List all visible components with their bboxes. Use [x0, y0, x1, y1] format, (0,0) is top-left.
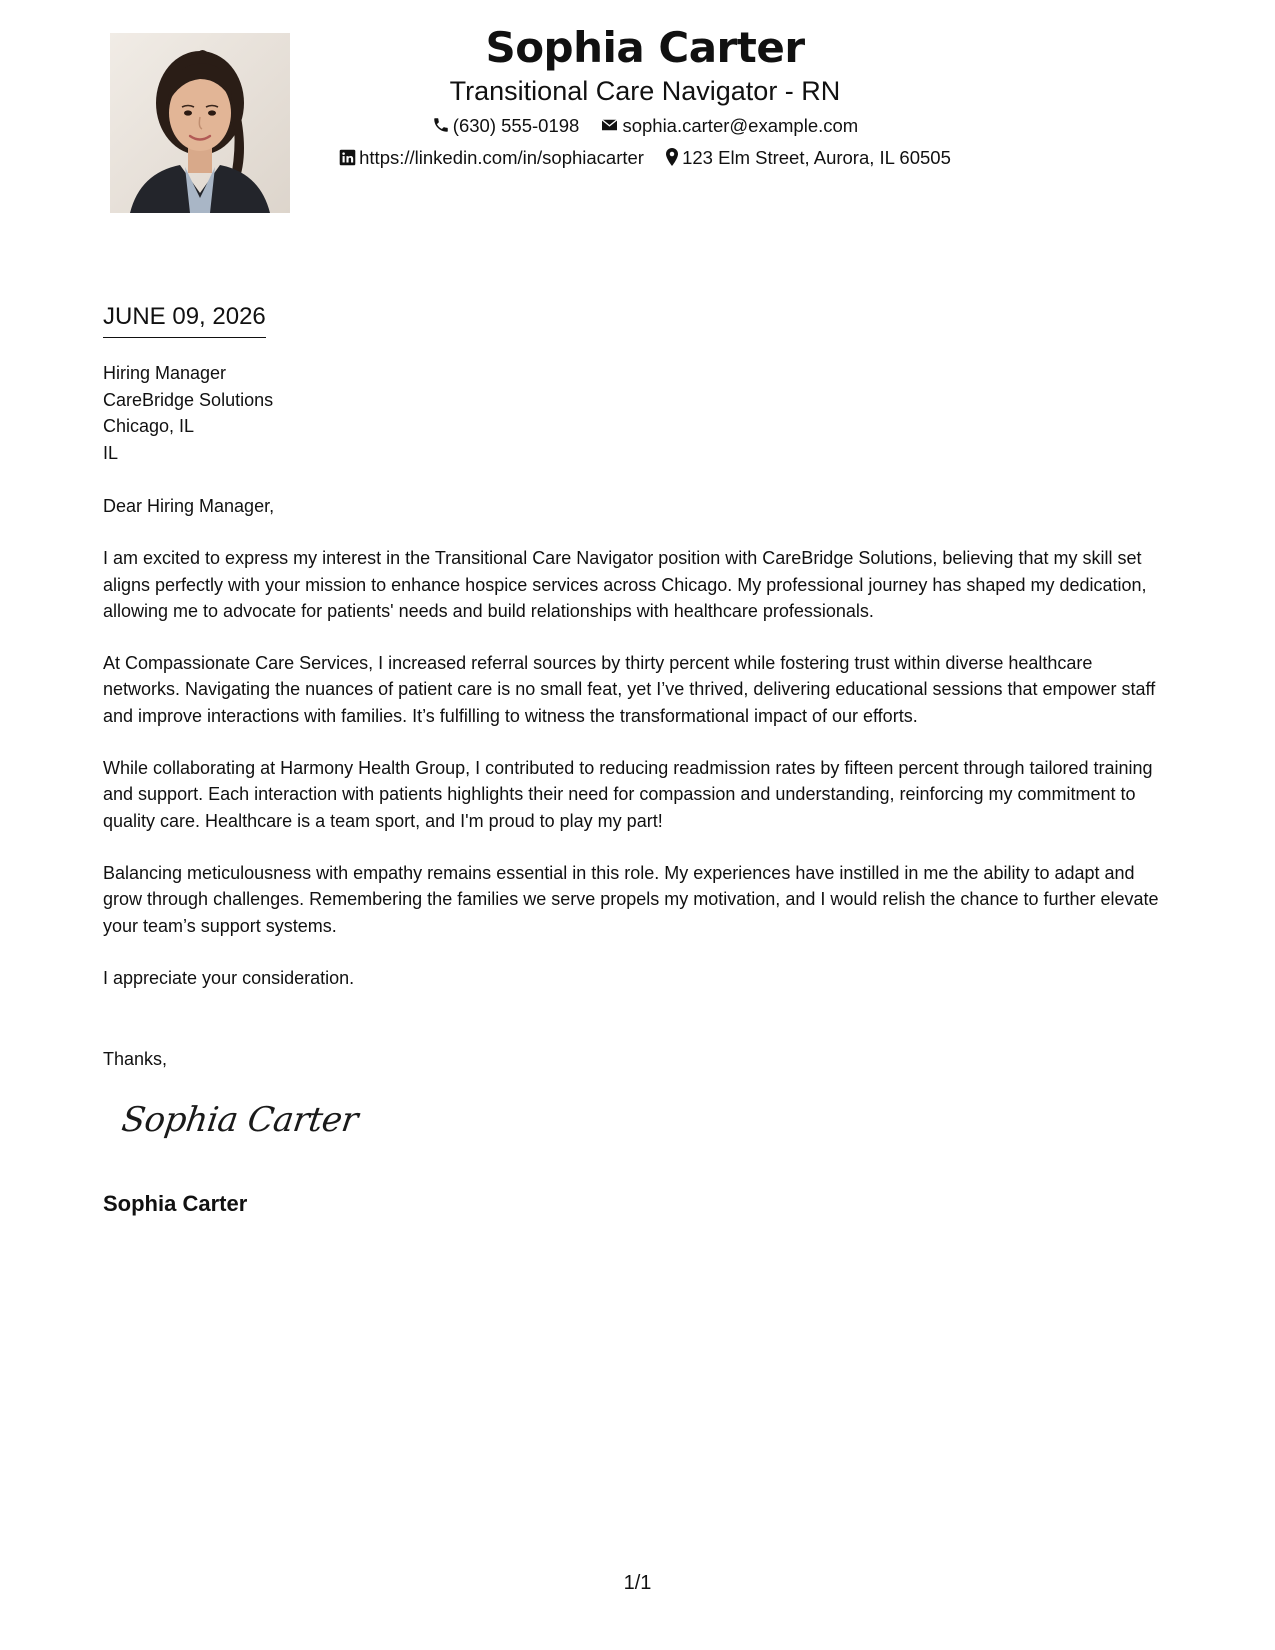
recipient-line: Chicago, IL: [103, 416, 195, 436]
map-marker-icon: [665, 148, 679, 166]
letter-date: JUNE 09, 2026: [103, 302, 266, 338]
letter-body: [103, 493, 1173, 1017]
address-contact: [665, 146, 951, 170]
recipient-line: Hiring Manager: [103, 363, 227, 383]
address-text: 123 Elm Street, Aurora, IL 60505: [682, 147, 951, 168]
letter-header: [290, 22, 1000, 170]
phone-text: (630) 555-0198: [452, 115, 580, 136]
phone-contact: [432, 114, 580, 138]
body-paragraph: While collaborating at Harmony Health Group, I contributed to reducing readmission rates by fifteen percent through tailored training and support. Each interaction with patients highlights their need for compassion and understanding, reinforcing my commitment to quality care. Healthcare is a team sport, and I'm proud to play my part!: [103, 758, 1153, 831]
page-number: 1/1: [623, 1572, 652, 1594]
body-paragraph: I am excited to express my interest in the Transitional Care Navigator position with CareBridge Solutions, believing that my skill set aligns perfectly with your mission to enhance hospice services across Chicago. My professional journey has shaped my dedication, allowing me to advocate for patients' needs and build relationships with healthcare professionals.: [103, 548, 1147, 621]
linkedin-text: https://linkedin.com/in/sophiacarter: [359, 147, 644, 168]
envelope-icon: [600, 116, 619, 134]
email-text: sophia.carter@example.com: [622, 115, 859, 136]
body-paragraph: At Compassionate Care Services, I increased referral sources by thirty percent while fostering trust within diverse healthcare networks. Navigating the nuances of patient care is no small feat, yet I’ve thrived, delivering educational sessions that empower staff and improve interactions with families. It’s fulfilling to witness the transformational impact of our efforts.: [103, 653, 1156, 726]
applicant-name: Sophia Carter: [485, 23, 805, 72]
linkedin-icon: [339, 149, 356, 166]
recipient-line: IL: [103, 442, 119, 463]
email-contact: [600, 114, 858, 138]
body-paragraph: Balancing meticulousness with empathy remains essential in this role. My experiences have instilled in me the ability to adapt and grow through challenges. Remembering the families we serve propels my motivation, and I would relish the chance to further elevate your team’s support systems.: [103, 862, 1159, 936]
linkedin-contact: [339, 146, 644, 170]
applicant-title: Transitional Care Navigator - RN: [449, 76, 841, 106]
profile-photo: [110, 33, 290, 213]
salutation: Dear Hiring Manager,: [103, 496, 275, 516]
contact-row-secondary: [290, 146, 1000, 170]
recipient-block: [103, 360, 273, 466]
handwritten-signature: Sophia Carter: [119, 1100, 361, 1140]
body-paragraph: I appreciate your consideration.: [103, 967, 355, 988]
recipient-line: CareBridge Solutions: [103, 389, 274, 410]
signoff-name: Sophia Carter: [103, 1191, 248, 1216]
contact-row-primary: [290, 114, 1000, 138]
closing-text: Thanks,: [103, 1049, 168, 1069]
phone-icon: [432, 116, 450, 134]
